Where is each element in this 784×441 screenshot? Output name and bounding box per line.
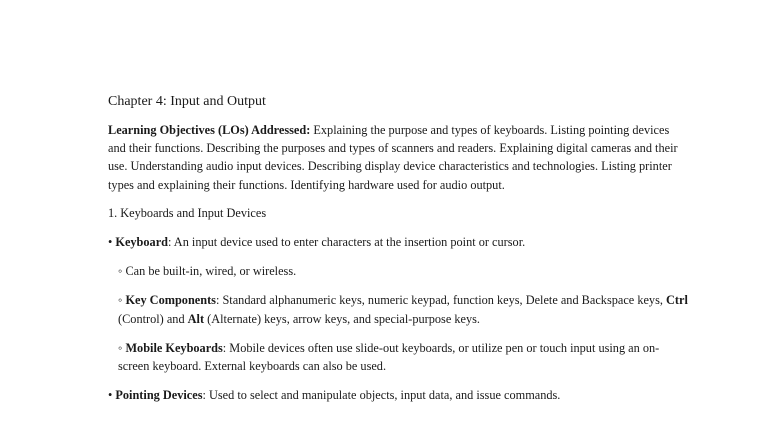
term-pointing-devices: Pointing Devices <box>115 388 203 403</box>
key-components-text-3: (Alternate) keys, arrow keys, and special-purpose keys. <box>204 311 480 326</box>
bullet-marker: • <box>108 235 116 250</box>
sub-bullet-key-components <box>108 291 688 327</box>
sub-bullet-marker: ◦ <box>118 293 126 308</box>
bullet-marker: • <box>108 388 116 403</box>
sub-bullet-mobile-keyboards <box>108 339 688 375</box>
term-keyboard: Keyboard <box>115 235 168 250</box>
section-heading-keyboards: 1. Keyboards and Input Devices <box>108 205 267 220</box>
objectives-label: Learning Objectives (LOs) Addressed: <box>108 123 311 137</box>
key-components-text-1: : Standard alphanumeric keys, numeric keypad, function keys, Delete and Backspace keys, <box>215 293 667 308</box>
learning-objectives-paragraph <box>108 121 688 194</box>
term-mobile-keyboards: Mobile Keyboards <box>125 340 223 355</box>
definition-keyboard: : An input device used to enter characters at the insertion point or cursor. <box>168 235 526 250</box>
bullet-pointing-devices <box>108 386 688 404</box>
mobile-keyboards-text: : Mobile devices often use slide-out keyboards, or utilize pen or touch input using an on-screen keyboard. External keyboards can also be used. <box>118 340 660 374</box>
term-alt: Alt <box>187 311 205 326</box>
term-key-components: Key Components <box>125 293 216 308</box>
term-ctrl: Ctrl <box>666 293 688 308</box>
sub-bullet-text: Can be built-in, wired, or wireless. <box>125 264 297 279</box>
bullet-keyboard <box>108 233 688 251</box>
document-page <box>108 92 688 415</box>
sub-bullet-marker: ◦ <box>118 264 126 279</box>
objectives-text: Explaining the purpose and types of keyboards. Listing pointing devices and their functions. Describing the purposes and types of scanners and readers. Explaining digital cameras and their use. Understanding audio input devices. Describing display device characteristics and technologies. Listing printer types and explaining their functions. Identifying hardware used for audio output. <box>108 123 678 192</box>
chapter-title: Chapter 4: Input and Output <box>108 94 266 109</box>
sub-bullet-marker: ◦ <box>118 340 126 355</box>
sub-bullet-builtin <box>108 262 688 280</box>
key-components-text-2: (Control) and <box>118 311 188 326</box>
definition-pointing-devices: : Used to select and manipulate objects, input data, and issue commands. <box>202 388 561 403</box>
